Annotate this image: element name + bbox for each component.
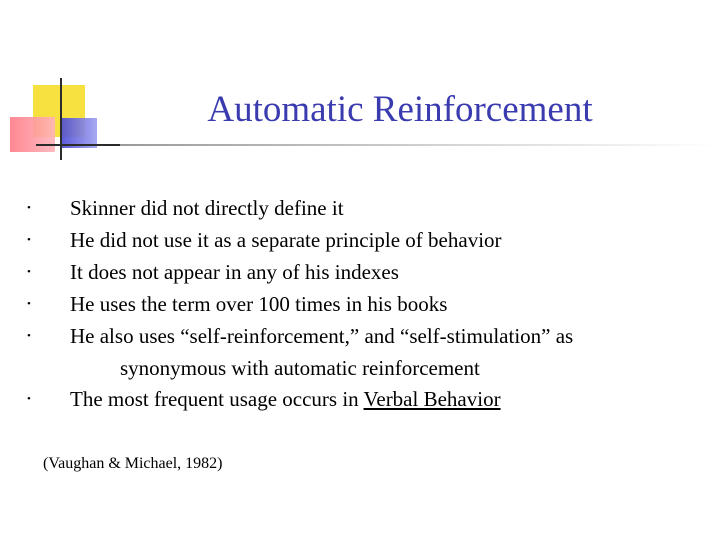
bullet-text-prefix: The most frequent usage occurs in bbox=[70, 387, 364, 411]
bullet-text bbox=[70, 387, 501, 412]
bullet-icon: • bbox=[27, 330, 31, 342]
bullet-icon: • bbox=[27, 266, 31, 278]
bullet-text: He also uses “self-reinforcement,” and “self-stimulation” as bbox=[70, 324, 574, 348]
logo-horizontal-line bbox=[36, 144, 120, 146]
bullet-item bbox=[0, 196, 720, 228]
bullet-item bbox=[0, 292, 720, 324]
bullet-text: He did not use it as a separate principle of behavior bbox=[70, 228, 502, 252]
slide-title: Automatic Reinforcement bbox=[207, 89, 593, 130]
book-title-underlined: Verbal Behavior bbox=[363, 387, 501, 411]
bullet-text: Skinner did not directly define it bbox=[70, 196, 344, 220]
bullet-icon: • bbox=[27, 202, 31, 214]
bullet-icon: • bbox=[27, 234, 31, 246]
bullet-icon: • bbox=[27, 393, 31, 405]
bullet-item bbox=[0, 260, 720, 292]
logo-vertical-line bbox=[60, 78, 62, 160]
title-underline-rule bbox=[120, 144, 720, 146]
bullet-continuation-text: synonymous with automatic reinforcement bbox=[120, 356, 480, 380]
bullet-list bbox=[0, 196, 720, 419]
bullet-item bbox=[0, 387, 720, 419]
bullet-item bbox=[0, 324, 720, 387]
bullet-text: It does not appear in any of his indexes bbox=[70, 260, 399, 284]
bullet-icon: • bbox=[27, 298, 31, 310]
slide-logo-decoration bbox=[0, 0, 120, 170]
logo-red-square bbox=[10, 117, 55, 152]
citation: (Vaughan & Michael, 1982) bbox=[43, 455, 223, 472]
bullet-item bbox=[0, 228, 720, 260]
bullet-text: He uses the term over 100 times in his books bbox=[70, 292, 448, 316]
